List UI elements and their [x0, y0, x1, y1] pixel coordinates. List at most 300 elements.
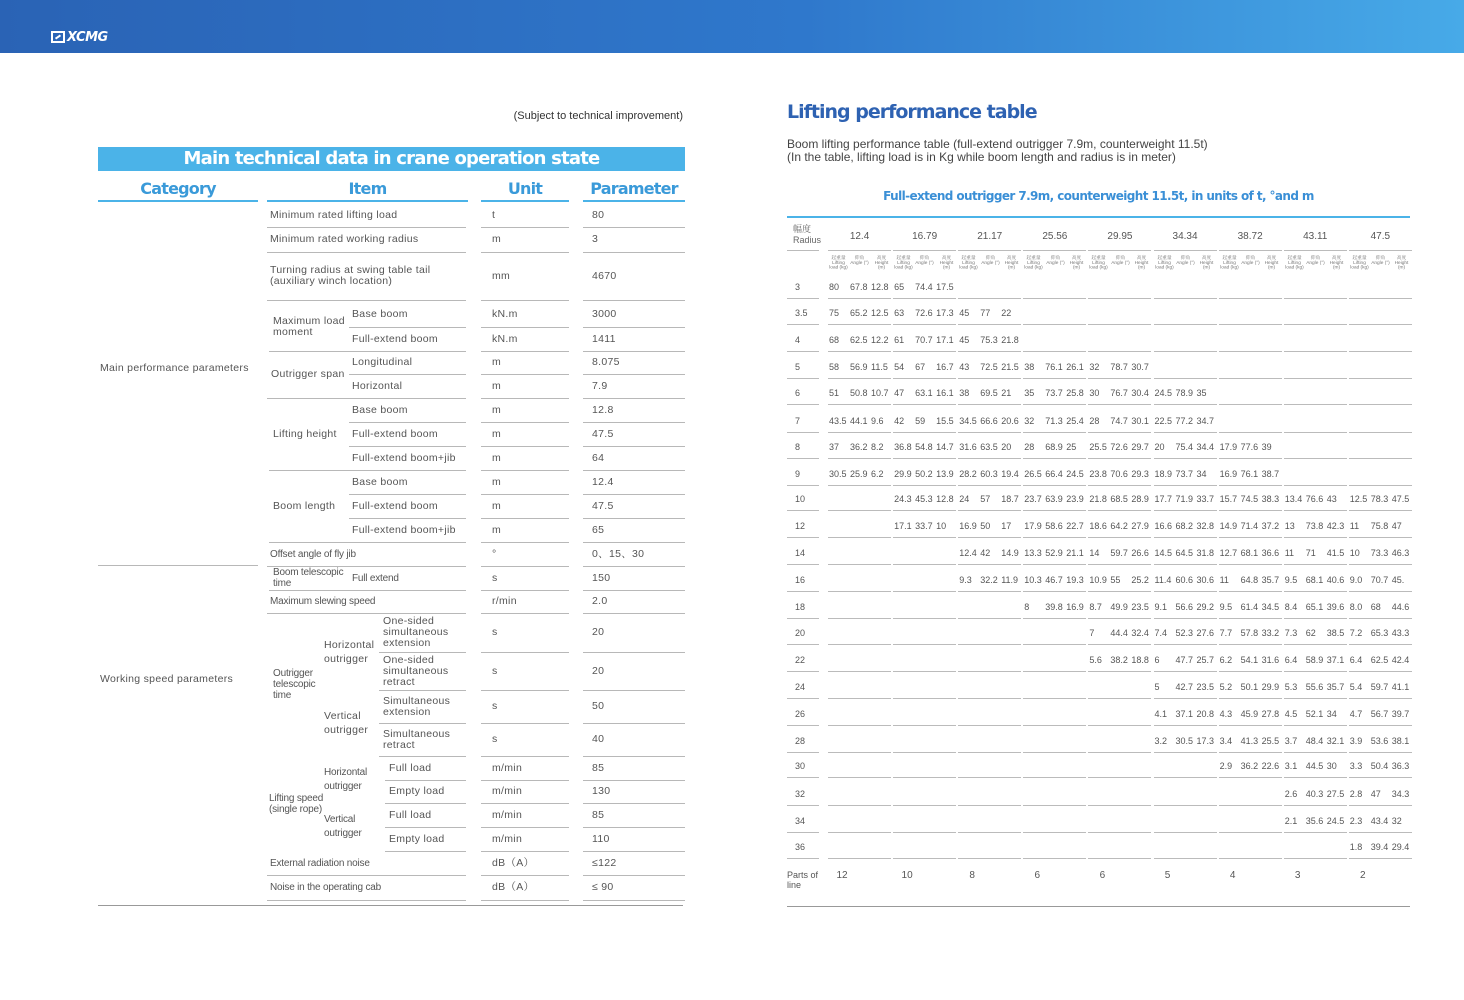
load-cell: 6	[1154, 655, 1160, 665]
load-cell: 3.7	[1284, 736, 1298, 746]
spec-row-unit: dB（A）	[492, 881, 535, 893]
row-rule	[958, 351, 1021, 352]
row-rule	[1154, 432, 1217, 433]
row-rule	[787, 564, 819, 565]
sub-header: 起重量 Lifting load (kg)	[829, 255, 848, 271]
load-cell: 19.4	[1001, 469, 1019, 479]
row-rule	[828, 298, 891, 299]
load-cell: 14.9	[1001, 548, 1019, 558]
sub-header: 仰角 Angle (°)	[1371, 255, 1390, 266]
load-cell: 70.7	[1370, 575, 1389, 585]
boom-length-rule	[893, 250, 956, 251]
load-cell: 75	[829, 308, 840, 318]
row-rule	[1349, 537, 1412, 538]
radius-header	[793, 224, 821, 246]
load-cell: 25.2	[1131, 575, 1149, 585]
parts-of-line-value: 3	[1294, 870, 1301, 881]
load-cell: 10.3	[1024, 575, 1042, 585]
row-rule	[1349, 832, 1412, 833]
radius-cell: 7	[795, 416, 801, 426]
load-cell: 9.5	[1219, 602, 1233, 612]
load-cell: 33.7	[915, 521, 933, 531]
row-rule	[1219, 671, 1282, 672]
load-cell: 25.4	[1066, 416, 1084, 426]
load-cell: 55.6	[1305, 682, 1324, 692]
spec-row-value: 47.5	[592, 427, 614, 440]
load-cell: 38.1	[1391, 736, 1410, 746]
boom-length-rule	[1023, 250, 1086, 251]
row-rule	[1154, 378, 1217, 379]
sub-header: 起重量 Lifting load (kg)	[959, 255, 978, 271]
row-rule	[1023, 644, 1086, 645]
radius-cell: 24	[795, 682, 806, 692]
row-rule	[1284, 725, 1347, 726]
group-max-load-moment: Maximum load moment	[273, 314, 345, 338]
load-cell: 30	[1326, 761, 1337, 771]
row-rule	[1088, 485, 1151, 486]
load-cell: 28.2	[959, 469, 977, 479]
row-rule	[1023, 618, 1086, 619]
spec-row-item: Simultaneous extension	[383, 694, 451, 718]
load-cell: 45.3	[915, 494, 933, 504]
load-cell: 50.4	[1370, 761, 1389, 771]
load-cell: 60.6	[1175, 575, 1194, 585]
load-cell: 68.2	[1175, 521, 1194, 531]
row-rule	[1088, 752, 1151, 753]
row-rule	[1219, 432, 1282, 433]
load-cell: 7.4	[1154, 628, 1168, 638]
radius-cell: 22	[795, 655, 806, 665]
row-rule	[828, 432, 891, 433]
boom-length-header: 25.56	[1042, 231, 1068, 242]
load-cell: 78.3	[1370, 494, 1389, 504]
row-rule	[787, 351, 819, 352]
load-cell: 46.7	[1045, 575, 1063, 585]
row-rule	[1284, 351, 1347, 352]
load-cell: 41.3	[1240, 736, 1259, 746]
load-cell: 22	[1001, 308, 1012, 318]
row-rule	[1088, 591, 1151, 592]
load-cell: 50	[980, 521, 991, 531]
load-cell: 5	[1154, 682, 1160, 692]
load-cell: 16.7	[936, 362, 954, 372]
load-cell: 24	[959, 494, 970, 504]
radius-cell: 10	[795, 494, 806, 504]
load-cell: 65.2	[850, 308, 868, 318]
spec-row-item: Full-extend boom+jib	[352, 523, 456, 536]
load-cell: 16.9	[1219, 469, 1238, 479]
row-rule	[1284, 698, 1347, 699]
load-cell: 56.6	[1175, 602, 1194, 612]
load-cell: 37.2	[1261, 521, 1280, 531]
row-rule	[958, 485, 1021, 486]
load-cell: 80	[829, 282, 840, 292]
radius-cell: 18	[795, 602, 806, 612]
load-cell: 39	[1261, 442, 1272, 452]
group-outrigger-telescopic-time: Outrigger telescopic time	[273, 668, 316, 701]
load-cell: 72.5	[980, 362, 998, 372]
load-cell: 3.1	[1284, 761, 1298, 771]
load-cell: 39.8	[1045, 602, 1063, 612]
spec-row-value: 130	[592, 785, 611, 797]
spec-row-item: Full-extend boom	[352, 427, 438, 440]
row-rule	[828, 698, 891, 699]
radius-cell: 9	[795, 469, 801, 479]
row-rule	[1284, 564, 1347, 565]
row-rule	[1284, 618, 1347, 619]
radius-cell: 6	[795, 388, 801, 398]
load-cell: 28	[1024, 442, 1035, 452]
load-cell: 21.8	[1089, 494, 1107, 504]
load-cell: 56.9	[850, 362, 868, 372]
load-cell: 36.8	[894, 442, 912, 452]
load-cell: 75.8	[1370, 521, 1389, 531]
row-rule	[787, 591, 819, 592]
row-rule	[1088, 404, 1151, 405]
row-rule	[1023, 537, 1086, 538]
row-rule	[1154, 404, 1217, 405]
radius-cell: 8	[795, 442, 801, 452]
spec-row-item: Empty load	[389, 832, 445, 845]
row-rule	[1154, 537, 1217, 538]
row-rule	[1023, 404, 1086, 405]
spec-row-unit: s	[492, 664, 498, 677]
row-rule	[1154, 351, 1217, 352]
row-rule	[828, 858, 891, 859]
load-cell: 32	[1089, 362, 1100, 372]
spec-row-unit: m	[492, 499, 502, 512]
sub-header: 仰角 Angle (°)	[850, 255, 870, 266]
load-cell: 62.5	[1370, 655, 1389, 665]
row-rule	[1023, 725, 1086, 726]
row-rule	[787, 618, 819, 619]
load-cell: 66.4	[1045, 469, 1063, 479]
load-cell: 68.9	[1045, 442, 1063, 452]
row-rule	[1219, 537, 1282, 538]
load-cell: 78.7	[1110, 362, 1128, 372]
load-cell: 64.5	[1175, 548, 1194, 558]
load-cell: 23.8	[1089, 469, 1107, 479]
row-rule	[1284, 752, 1347, 753]
load-cell: 60.3	[980, 469, 998, 479]
load-cell: 29.9	[894, 469, 912, 479]
xcmg-logo	[51, 29, 108, 45]
load-cell: 74.7	[1110, 416, 1128, 426]
load-cell: 52.1	[1305, 709, 1324, 719]
spec-row-item: One-sided simultaneous retract	[383, 653, 449, 688]
row-rule	[1023, 378, 1086, 379]
load-cell: 15.5	[936, 416, 954, 426]
sub-header: 高度 Height (m)	[874, 255, 888, 271]
row-rule	[787, 485, 819, 486]
row-rule	[1023, 832, 1086, 833]
spec-row-item: Minimum rated working radius	[270, 233, 419, 245]
load-cell: 59.7	[1370, 682, 1389, 692]
row-rule	[1088, 510, 1151, 511]
row-rule	[958, 537, 1021, 538]
load-cell: 25.9	[850, 469, 868, 479]
row-rule	[1219, 378, 1282, 379]
row-rule	[828, 404, 891, 405]
load-cell: 38.5	[1326, 628, 1345, 638]
load-cell: 9.5	[1284, 575, 1298, 585]
load-cell: 38	[1024, 362, 1035, 372]
load-cell: 62.5	[850, 335, 868, 345]
spec-row-item: Full-extend boom+jib	[352, 451, 456, 464]
load-cell: 35.6	[1305, 816, 1324, 826]
boom-length-header: 21.17	[977, 231, 1003, 242]
load-cell: 21.5	[1001, 362, 1019, 372]
row-rule	[1219, 752, 1282, 753]
row-rule	[787, 805, 819, 806]
load-cell: 32	[1391, 816, 1402, 826]
load-cell: 75.4	[1175, 442, 1194, 452]
parts-of-line-value: 6	[1099, 870, 1106, 881]
radius-header-en: Radius	[793, 235, 822, 245]
spec-row-unit: m/min	[492, 808, 523, 821]
load-cell: 68.1	[1305, 575, 1324, 585]
row-rule	[1154, 324, 1217, 325]
boom-length-rule	[828, 250, 891, 251]
load-cell: 37.1	[1326, 655, 1345, 665]
row-rule	[958, 644, 1021, 645]
load-cell: 18.6	[1089, 521, 1107, 531]
load-cell: 5.2	[1219, 682, 1233, 692]
load-cell: 36.2	[850, 442, 868, 452]
sub-header: 高度 Height (m)	[1069, 255, 1084, 271]
row-rule	[1349, 618, 1412, 619]
sub-header: 起重量 Lifting load (kg)	[1350, 255, 1369, 271]
row-rule	[1154, 564, 1217, 565]
load-cell: 13.9	[936, 469, 954, 479]
row-rule	[1284, 485, 1347, 486]
row-rule	[828, 485, 891, 486]
row-rule	[1349, 752, 1412, 753]
row-rule	[828, 564, 891, 565]
load-cell: 47.5	[1391, 494, 1410, 504]
load-cell: 38.2	[1110, 655, 1128, 665]
logo-text: XCMG	[67, 29, 108, 45]
load-cell: 30	[1089, 388, 1100, 398]
load-cell: 49.9	[1110, 602, 1128, 612]
spec-row-item: External radiation noise	[270, 857, 370, 869]
load-cell: 18.7	[1001, 494, 1019, 504]
load-cell: 48.4	[1305, 736, 1324, 746]
load-cell: 9.1	[1154, 602, 1168, 612]
row-rule	[1284, 777, 1347, 778]
parts-of-line-value: 10	[901, 870, 913, 881]
row-rule	[1154, 805, 1217, 806]
row-rule	[1219, 591, 1282, 592]
sub-header: 高度 Height (m)	[1004, 255, 1019, 271]
row-rule	[787, 458, 819, 459]
load-cell: 76.7	[1110, 388, 1128, 398]
row-rule	[893, 432, 956, 433]
load-cell: 42	[980, 548, 991, 558]
row-rule	[1154, 858, 1217, 859]
load-cell: 29.4	[1391, 842, 1410, 852]
load-cell: 61	[894, 335, 905, 345]
load-cell: 12.2	[871, 335, 889, 345]
load-cell: 11.5	[871, 362, 888, 372]
load-cell: 34	[1326, 709, 1337, 719]
spec-row-value: 50	[592, 700, 605, 712]
row-rule	[1088, 777, 1151, 778]
spec-row-unit: s	[492, 571, 498, 584]
category-main-performance: Main performance parameters	[100, 362, 249, 374]
row-rule	[1349, 644, 1412, 645]
load-cell: 3.9	[1349, 736, 1363, 746]
load-cell: 16.9	[959, 521, 977, 531]
load-cell: 4.5	[1284, 709, 1298, 719]
load-cell: 28.9	[1131, 494, 1149, 504]
row-rule	[1349, 351, 1412, 352]
spec-row-item: Empty load	[389, 785, 445, 797]
sub-header: 起重量 Lifting load (kg)	[894, 255, 913, 271]
spec-row-unit: s	[492, 626, 498, 638]
row-rule	[1154, 485, 1217, 486]
row-rule	[1284, 324, 1347, 325]
load-cell: 11.9	[1001, 575, 1019, 585]
row-rule	[828, 725, 891, 726]
load-cell: 21.1	[1066, 548, 1084, 558]
lifting-subtitle: Full-extend outrigger 7.9m, counterweight 11.5t, in units of t, °and m	[883, 189, 1314, 203]
category-divider	[98, 565, 258, 566]
row-rule	[828, 591, 891, 592]
load-cell: 18.9	[1154, 469, 1173, 479]
spec-row-value: 80	[592, 209, 605, 221]
load-cell: 23.9	[1066, 494, 1084, 504]
load-cell: 5.6	[1089, 655, 1102, 665]
load-cell: 27.6	[1196, 628, 1215, 638]
load-cell: 11	[1349, 521, 1360, 531]
load-cell: 32.8	[1196, 521, 1215, 531]
row-rule	[1023, 591, 1086, 592]
row-rule	[787, 777, 819, 778]
load-cell: 74.4	[915, 282, 933, 292]
radius-cell: 3.5	[795, 308, 808, 318]
load-cell: 45	[959, 308, 970, 318]
row-rule	[1088, 644, 1151, 645]
load-cell: 6.2	[871, 469, 884, 479]
radius-cell: 26	[795, 709, 806, 719]
sub-header: 高度 Height (m)	[1134, 255, 1149, 271]
spec-row-value: 3000	[592, 308, 617, 320]
row-rule	[1023, 351, 1086, 352]
spec-row-value: 4670	[592, 269, 617, 282]
spec-row-unit: kN.m	[492, 308, 518, 320]
load-cell: 11	[1284, 548, 1295, 558]
load-cell: 25.7	[1196, 655, 1215, 665]
load-cell: 13	[1284, 521, 1295, 531]
spec-row-value: 150	[592, 571, 611, 584]
load-cell: 43.3	[1391, 628, 1410, 638]
load-cell: 39.6	[1326, 602, 1345, 612]
load-cell: 3.3	[1349, 761, 1363, 771]
load-cell: 47	[894, 388, 905, 398]
load-cell: 44.1	[850, 416, 868, 426]
load-cell: 24.3	[894, 494, 912, 504]
boom-length-rule	[1154, 250, 1217, 251]
spec-row-unit: m	[492, 523, 502, 536]
row-rule	[1349, 698, 1412, 699]
load-cell: 63.9	[1045, 494, 1063, 504]
row-rule	[893, 698, 956, 699]
load-cell: 50.8	[850, 388, 868, 398]
row-rule	[1219, 485, 1282, 486]
parts-of-line-value: 5	[1164, 870, 1171, 881]
row-rule	[893, 564, 956, 565]
row-rule	[1023, 777, 1086, 778]
row-rule	[1219, 644, 1282, 645]
load-cell: 34.3	[1391, 789, 1410, 799]
load-cell: 20	[1001, 442, 1012, 452]
load-cell: 58	[829, 362, 840, 372]
load-cell: 31.6	[1261, 655, 1280, 665]
radius-cell: 30	[795, 761, 806, 771]
group-lifting-speed: Lifting speed (single rope)	[269, 792, 324, 815]
sub-vertical-outrigger: Vertical outrigger	[324, 710, 369, 736]
load-cell: 47	[1391, 521, 1402, 531]
spec-row-unit: m/min	[492, 832, 523, 845]
parts-of-line-value: 2	[1360, 870, 1366, 881]
sub-header: 高度 Height (m)	[1264, 255, 1279, 271]
row-rule	[1088, 324, 1151, 325]
load-cell: 61.4	[1240, 602, 1259, 612]
radius-cell: 3	[795, 282, 801, 292]
load-cell: 43	[959, 362, 970, 372]
load-cell: 4.7	[1349, 709, 1363, 719]
row-rule	[893, 725, 956, 726]
load-cell: 68.1	[1240, 548, 1259, 558]
sub-horizontal-outrigger: Horizontal outrigger	[324, 638, 375, 665]
load-cell: 42.7	[1175, 682, 1194, 692]
sub-header: 起重量 Lifting load (kg)	[1284, 255, 1304, 271]
row-rule	[1219, 564, 1282, 565]
row-rule	[958, 458, 1021, 459]
boom-length-header: 29.95	[1107, 231, 1133, 242]
row-rule	[1349, 591, 1412, 592]
load-cell: 24.5	[1066, 469, 1084, 479]
load-cell: 54.8	[915, 442, 933, 452]
spec-row-unit: °	[492, 547, 497, 560]
row-rule	[1088, 832, 1151, 833]
row-rule	[828, 324, 891, 325]
improvement-note: (Subject to technical improvement)	[513, 110, 683, 122]
row-rule	[1349, 671, 1412, 672]
row-rule	[828, 378, 891, 379]
load-cell: 7	[1089, 628, 1095, 638]
load-cell: 25.8	[1066, 388, 1084, 398]
boom-length-header: 16.79	[912, 231, 938, 242]
load-cell: 17.5	[936, 282, 954, 292]
load-cell: 20.8	[1196, 709, 1215, 719]
load-cell: 10	[1349, 548, 1360, 558]
load-cell: 23.7	[1024, 494, 1042, 504]
spec-row-rule	[583, 300, 685, 301]
row-rule	[958, 805, 1021, 806]
load-cell: 69.5	[980, 388, 998, 398]
row-rule	[828, 671, 891, 672]
load-cell: 73.7	[1175, 469, 1194, 479]
row-rule	[1219, 832, 1282, 833]
sub-horizontal-outrigger-speed: Horizontal outrigger	[324, 766, 368, 792]
row-rule	[787, 432, 819, 433]
radius-cell: 20	[795, 628, 806, 638]
row-rule	[787, 832, 819, 833]
row-rule	[1284, 458, 1347, 459]
load-cell: 30.6	[1196, 575, 1215, 585]
